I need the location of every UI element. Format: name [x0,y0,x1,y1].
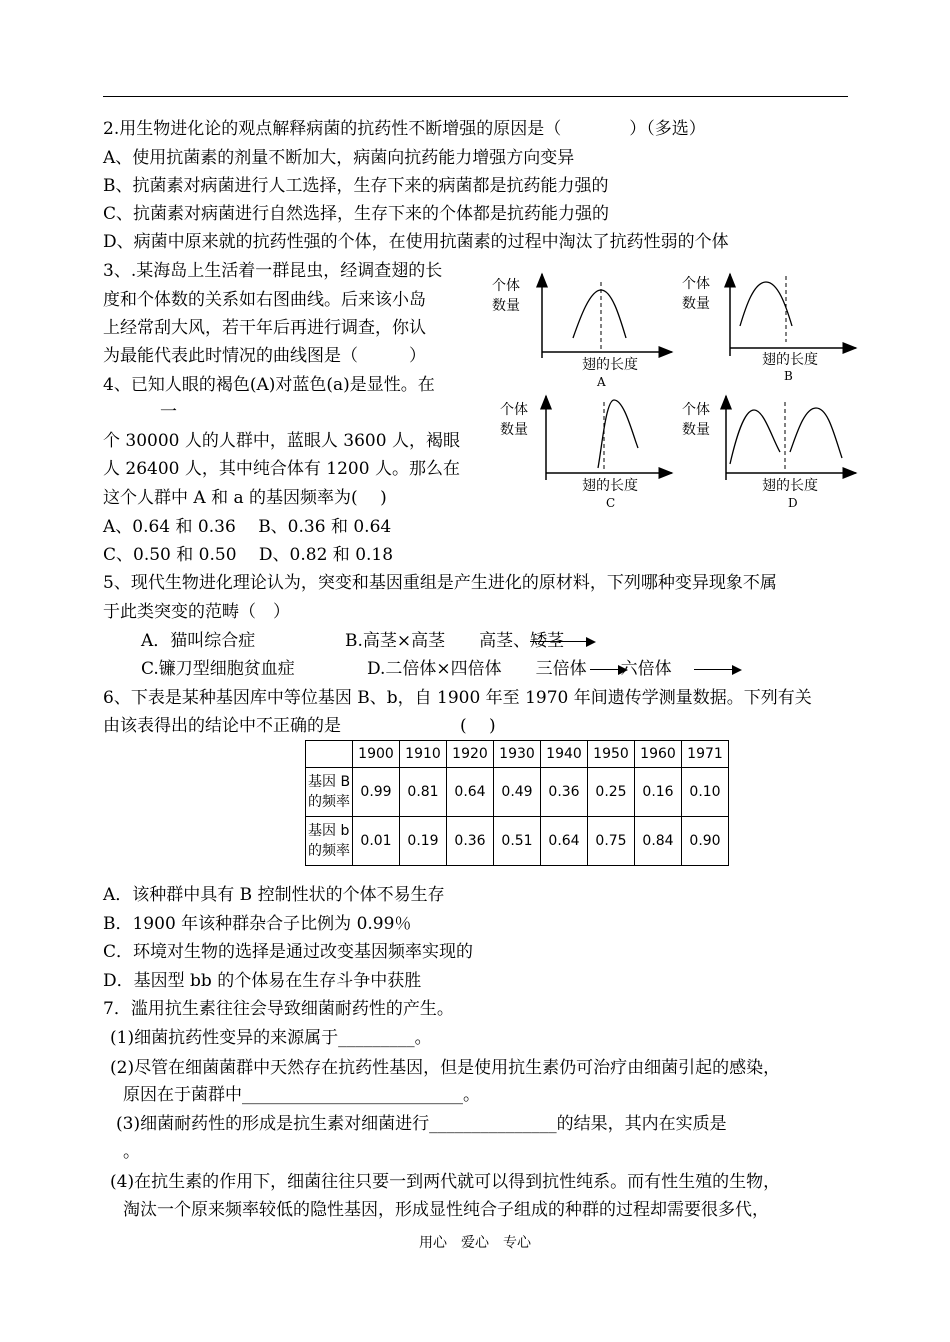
header-rule [103,96,848,97]
row-header-line-2: 的频率 [308,843,350,859]
panel-d-curve-right [790,408,842,458]
q4-line-5: 这个人群中 A 和 a 的基因频率为( ) [103,488,387,508]
panel-d-ylabel-1: 个体 [682,402,710,418]
q4-options-row-1: A、0.64 和 0.36 B、0.36 和 0.64 [103,517,392,537]
panel-d-label: D [788,496,798,510]
q7-part-2-line-2: 原因在于菌群中__________________________。 [123,1085,480,1105]
q7-part-4-line-1: (4)在抗生素的作用下，细菌往往只要一到两代就可以得到抗性纯系。而有性生殖的生物， [110,1172,781,1192]
q7-part-3-line-1: (3)细菌耐药性的形成是抗生素对细菌进行_______________的结果，其内在实质是 [116,1114,727,1134]
q2-option-d: D、病菌中原来就的抗药性强的个体，在使用抗菌素的过程中淘汰了抗药性弱的个体 [103,232,729,252]
q2-stem: 2.用生物进化论的观点解释病菌的抗药性不断增强的原因是（ ）（多选） [103,119,706,139]
panel-d-xlabel: 翅的长度 [762,478,818,494]
table-year-cell: 1940 [541,741,588,768]
page-footer: 用心 爱心 专心 [419,1235,531,1251]
table-year-cell: 1971 [682,741,729,768]
table-cell: 0.01 [353,817,400,866]
q4-line-3: 个 30000 人的人群中，蓝眼人 3600 人，褐眼 [103,431,460,451]
q6-option-c: C．环境对生物的选择是通过改变基因频率实现的 [103,942,474,962]
q7-stem: 7．滥用抗生素往往会导致细菌耐药性的产生。 [103,999,454,1019]
panel-a-xlabel: 翅的长度 [582,357,638,373]
table-year-cell: 1920 [447,741,494,768]
q2-option-c: C、抗菌素对病菌进行自然选择，生存下来的个体都是抗药能力强的 [103,204,610,224]
q7-part-3-line-2: 。 [123,1142,140,1162]
table-row-header [306,817,353,866]
table-cell: 0.36 [541,768,588,817]
q5-stem-line-2: 于此类突变的范畴（ ） [103,602,290,622]
q5-option-b-arrow-line [530,641,588,642]
chart-panel-b [682,274,856,383]
row-header-line-1: 基因 b [308,823,350,839]
table-header-row [306,741,729,768]
q3-line-2: 度和个体数的关系如右图曲线。后来该小岛 [103,290,426,310]
table-row-gene-b-lower [306,817,729,866]
panel-b-ylabel-1: 个体 [682,276,710,292]
q5-option-c: C.镰刀型细胞贫血症 [141,659,295,679]
table-cell: 0.75 [588,817,635,866]
panel-c-label: C [606,496,616,510]
q4-line-4: 人 26400 人，其中纯合体有 1200 人。那么在 [103,459,460,479]
q3-line-3: 上经常刮大风，若干年后再进行调查，你认 [103,318,426,338]
table-corner-cell [306,741,353,768]
panel-c-xlabel: 翅的长度 [582,478,638,494]
table-year-cell: 1960 [635,741,682,768]
table-year-cell: 1900 [353,741,400,768]
panel-a-ylabel-2: 数量 [492,298,520,314]
q2-option-a: A、使用抗菌素的剂量不断加大，病菌向抗药能力增强方向变异 [103,148,575,168]
q4-options-row-2: C、0.50 和 0.50 D、0.82 和 0.18 [103,545,394,565]
row-header-line-2: 的频率 [308,794,350,810]
chart-panel-a [492,274,672,389]
q7-part-1: (1)细菌抗药性变异的来源属于_________。 [110,1028,432,1048]
table-cell: 0.99 [353,768,400,817]
panel-a-ylabel-1: 个体 [492,278,520,294]
table-cell: 0.36 [447,817,494,866]
table-cell: 0.84 [635,817,682,866]
q5-option-d-arrow-2-head [732,665,742,675]
q5-stem-line-1: 5、现代生物进化理论认为，突变和基因重组是产生进化的原材料，下列哪种变异现象不属 [103,573,777,593]
table-cell: 0.19 [400,817,447,866]
table-cell: 0.64 [447,768,494,817]
panel-b-label: B [784,369,793,383]
panel-b-xlabel: 翅的长度 [762,352,818,368]
q4-line-1: 4、已知人眼的褐色(A)对蓝色(a)是显性。在 [103,375,435,395]
q5-option-d: D.二倍体×四倍体 三倍体 六倍体 [367,659,672,679]
panel-c-ylabel-1: 个体 [500,402,528,418]
q6-option-a: A．该种群中具有 B 控制性状的个体不易生存 [103,885,445,905]
table-cell: 0.16 [635,768,682,817]
q5-option-a: A．猫叫综合症 [141,631,256,651]
q4-line-2: 一 [160,402,177,422]
q6-option-b: B．1900 年该种群杂合子比例为 0.99％ [103,914,412,934]
panel-b-curve [740,282,792,326]
table-year-cell: 1910 [400,741,447,768]
panel-c-ylabel-2: 数量 [500,422,528,438]
table-row-header [306,768,353,817]
table-row-gene-b-upper [306,768,729,817]
table-cell: 0.25 [588,768,635,817]
q7-part-2-line-1: (2)尽管在细菌菌群中天然存在抗药性基因，但是使用抗生素仍可治疗由细菌引起的感染， [110,1058,781,1078]
row-header-line-1: 基因 B [308,774,351,790]
q6-stem-line-2: 由该表得出的结论中不正确的是 ( ) [103,716,496,736]
q7-part-4-line-2: 淘汰一个原来频率较低的隐性基因，形成显性纯合子组成的种群的过程却需要很多代， [123,1200,769,1220]
table-cell: 0.10 [682,768,729,817]
q2-option-b: B、抗菌素对病菌进行人工选择，生存下来的病菌都是抗药能力强的 [103,176,609,196]
table-cell: 0.64 [541,817,588,866]
chart-panel-c [500,396,672,510]
q5-option-d-arrow-1-line [590,669,620,670]
q5-option-b-arrow-head [586,637,596,647]
table-cell: 0.81 [400,768,447,817]
panel-d-curve-left [730,410,780,464]
q6-option-d: D．基因型 bb 的个体易在生存斗争中获胜 [103,971,422,991]
table-cell: 0.90 [682,817,729,866]
q3-line-4: 为最能代表此时情况的曲线图是（ ） [103,346,426,366]
panel-a-label: A [597,375,606,389]
q3-line-1: 3、.某海岛上生活着一群昆虫，经调查翅的长 [103,261,443,281]
q5-option-d-arrow-2-line [694,669,734,670]
table-year-cell: 1930 [494,741,541,768]
panel-b-ylabel-2: 数量 [682,296,710,312]
q6-stem-line-1: 6、下表是某种基因库中等位基因 B、b，自 1900 年至 1970 年间遗传学测量数据。下列有关 [103,688,812,708]
gene-frequency-table [305,740,729,866]
q5-option-d-arrow-1-head [618,665,628,675]
chart-panel-d [682,396,856,510]
table-year-cell: 1950 [588,741,635,768]
panel-a-curve [573,290,626,338]
panel-d-ylabel-2: 数量 [682,422,710,438]
wing-length-charts [490,268,870,518]
table-cell: 0.49 [494,768,541,817]
q5-option-b: B.高茎×高茎 高茎、矮茎 [345,631,565,651]
table-cell: 0.51 [494,817,541,866]
